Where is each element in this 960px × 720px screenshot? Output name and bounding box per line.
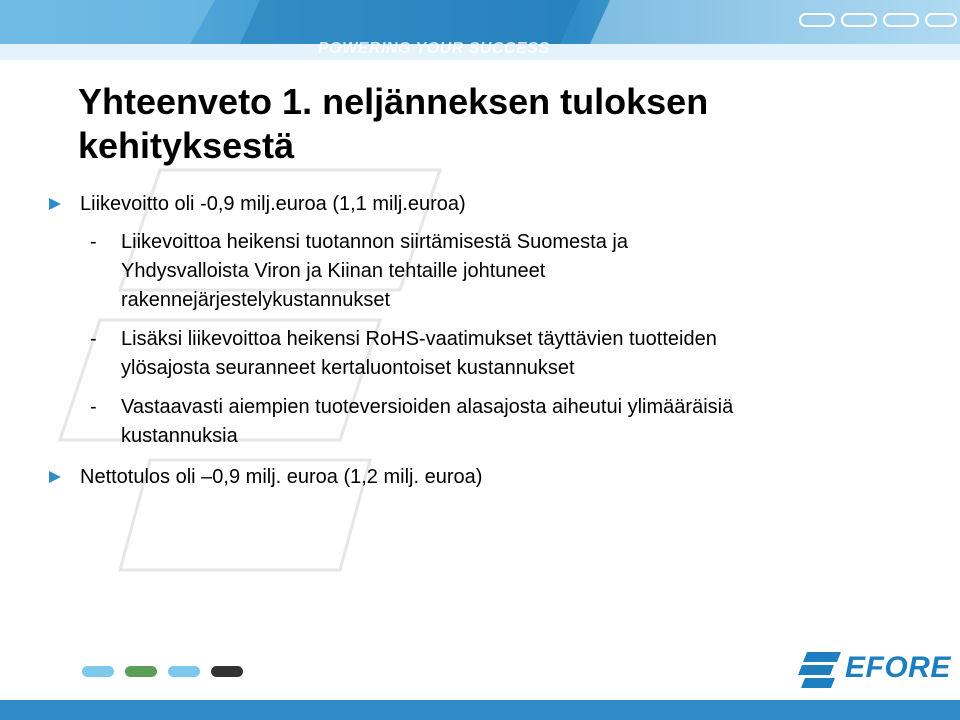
- footer-pill: [82, 666, 114, 677]
- dash-marker: -: [90, 231, 97, 253]
- bullet-item: [48, 463, 928, 491]
- slide-title: [78, 80, 708, 168]
- sub-bullet-item: [90, 325, 928, 383]
- sub-bullet-line: Lisäksi liikevoittoa heikensi RoHS-vaatimukset täyttävien tuotteiden: [121, 328, 717, 350]
- sub-bullet-line: ylösajosta seuranneet kertaluontoiset kustannukset: [121, 357, 575, 379]
- triangle-right-icon: [48, 470, 62, 484]
- footer-pill: [125, 666, 157, 677]
- sub-bullet-line: rakennejärjestelykustannukset: [121, 289, 391, 311]
- dash-marker: -: [90, 396, 97, 418]
- footer-pill: [211, 666, 243, 677]
- sub-bullet-line: Liikevoittoa heikensi tuotannon siirtämisestä Suomesta ja: [121, 231, 628, 253]
- slide-title-line-1: Yhteenveto 1. neljänneksen tuloksen: [78, 81, 709, 122]
- efore-logo-text: EFORE: [845, 651, 951, 684]
- bullet-text: Liikevoitto oli -0,9 milj.euroa (1,1 milj.euroa): [80, 193, 466, 215]
- sub-bullet-line: kustannuksia: [121, 425, 238, 447]
- slide-content: [48, 190, 928, 491]
- sub-bullet-item: [90, 393, 928, 451]
- header-tagline: POWERING YOUR SUCCESS: [318, 40, 550, 57]
- triangle-right-icon: [48, 197, 62, 211]
- sub-bullet-line: Yhdysvalloista Viron ja Kiinan tehtaille johtuneet: [121, 260, 546, 282]
- bullet-text: Nettotulos oli –0,9 milj. euroa (1,2 milj. euroa): [80, 466, 483, 488]
- bullet-item: [48, 190, 928, 218]
- sub-bullet-text: [121, 325, 928, 383]
- sub-bullet-line: Vastaavasti aiempien tuoteversioiden alasajosta aiheutui ylimääräisiä: [121, 396, 734, 418]
- footer-band: [0, 700, 960, 720]
- slide-title-line-2: kehityksestä: [78, 125, 295, 166]
- sub-bullet-item: [90, 228, 928, 315]
- sub-bullet-text: [121, 393, 928, 451]
- footer-pill: [168, 666, 200, 677]
- dash-marker: -: [90, 328, 97, 350]
- efore-logo-icon: [797, 650, 843, 690]
- sub-bullet-text: [121, 228, 928, 315]
